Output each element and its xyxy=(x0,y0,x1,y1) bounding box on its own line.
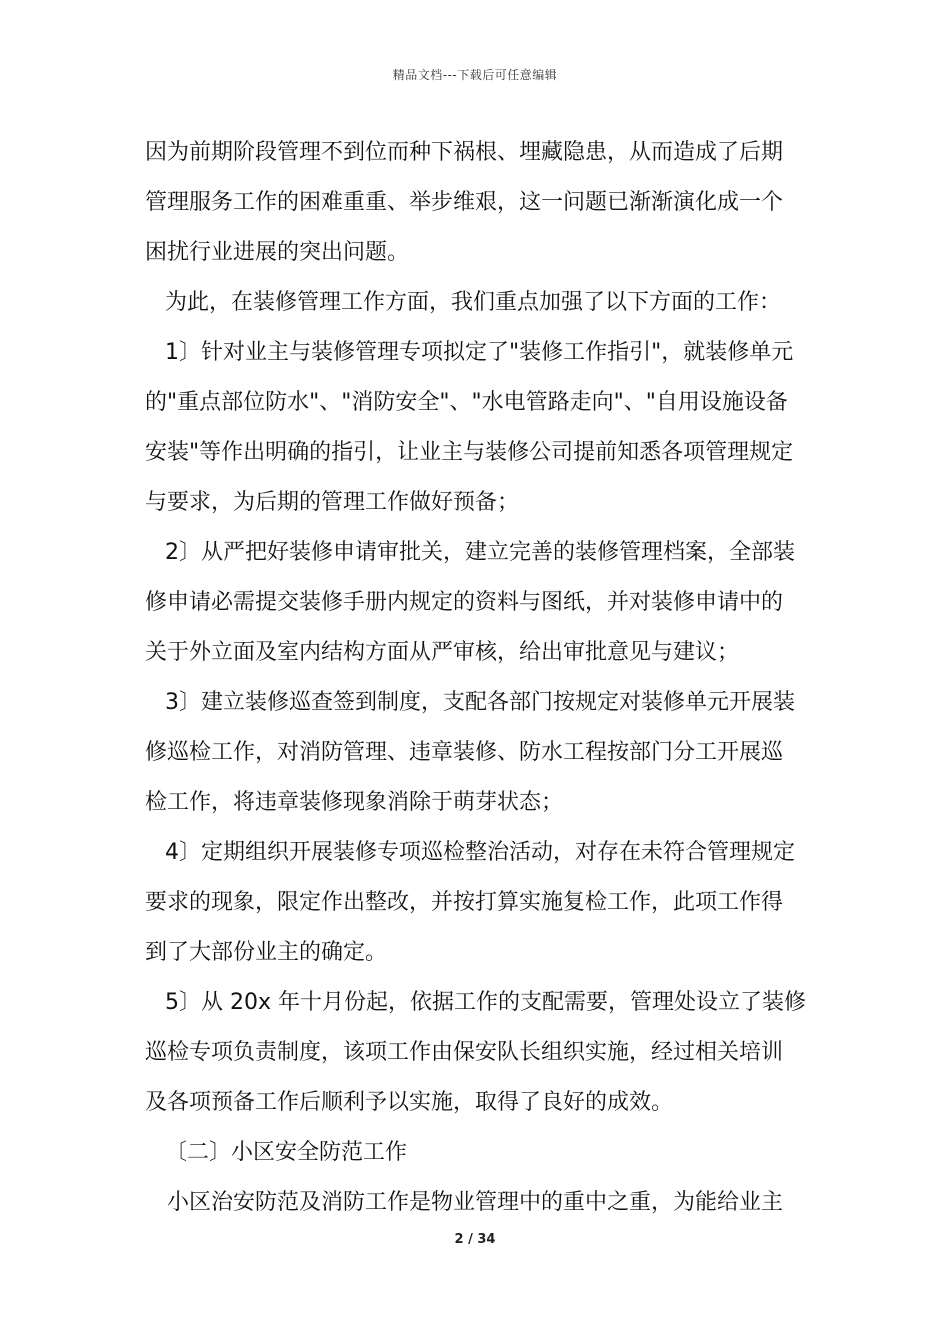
text-line: 2〕从严把好装修申请审批关，建立完善的装修管理档案，全部装 xyxy=(165,540,795,565)
text-line: 要求的现象，限定作出整改，并按打算实施复检工作，此项工作得 xyxy=(145,890,784,915)
text-line: 修巡检工作，对消防管理、违章装修、防水工程按部门分工开展巡 xyxy=(145,740,784,765)
document-body xyxy=(145,128,815,1228)
text-line: 小区治安防范及消防工作是物业管理中的重中之重，为能给业主 xyxy=(167,1190,784,1215)
text-line: 关于外立面及室内结构方面从严审核，给出审批意见与建议； xyxy=(145,640,740,665)
paragraph-p5 xyxy=(145,828,815,978)
paragraph-p1 xyxy=(145,278,815,328)
text-line: 巡检专项负责制度，该项工作由保安队长组织实施，经过相关培训 xyxy=(145,1040,784,1065)
paragraph-p0 xyxy=(145,128,815,278)
text-line: 1〕针对业主与装修管理专项拟定了"装修工作指引"，就装修单元 xyxy=(165,340,794,365)
text-line: 及各项预备工作后顺利予以实施，取得了良好的成效。 xyxy=(145,1090,674,1115)
text-line: 的"重点部位防水"、"消防安全"、"水电管路走向"、"自用设施设备 xyxy=(145,390,788,415)
text-line: 到了大部份业主的确定。 xyxy=(145,940,388,965)
paragraph-p6 xyxy=(145,978,815,1128)
text-line: 5〕从 20x 年十月份起，依据工作的支配需要，管理处设立了装修 xyxy=(165,990,806,1015)
text-line: 安装"等作出明确的指引，让业主与装修公司提前知悉各项管理规定 xyxy=(145,440,794,465)
text-line: 管理服务工作的困难重重、举步维艰，这一问题已渐渐演化成一个 xyxy=(145,190,784,215)
text-line: 困扰行业进展的突出问题。 xyxy=(145,240,410,265)
text-line: 因为前期阶段管理不到位而种下祸根、埋藏隐患，从而造成了后期 xyxy=(145,140,784,165)
text-line: 4〕定期组织开展装修专项巡检整治活动，对存在未符合管理规定 xyxy=(165,840,795,865)
text-line: 为此，在装修管理工作方面，我们重点加强了以下方面的工作： xyxy=(165,290,782,315)
paragraph-p8 xyxy=(145,1178,815,1228)
page-header: 精品文档---下载后可任意编辑 xyxy=(392,68,558,82)
paragraph-p4 xyxy=(145,678,815,828)
text-line: 检工作，将违章装修现象消除于萌芽状态； xyxy=(145,790,564,815)
paragraph-p3 xyxy=(145,528,815,678)
text-line: 〔二〕小区安全防范工作 xyxy=(165,1140,408,1165)
text-line: 3〕建立装修巡查签到制度，支配各部门按规定对装修单元开展装 xyxy=(165,690,795,715)
paragraph-p7 xyxy=(145,1128,815,1178)
page-number: 2 / 34 xyxy=(454,1232,496,1247)
text-line: 与要求，为后期的管理工作做好预备； xyxy=(145,490,520,515)
text-line: 修申请必需提交装修手册内规定的资料与图纸，并对装修申请中的 xyxy=(145,590,784,615)
paragraph-p2 xyxy=(145,328,815,528)
